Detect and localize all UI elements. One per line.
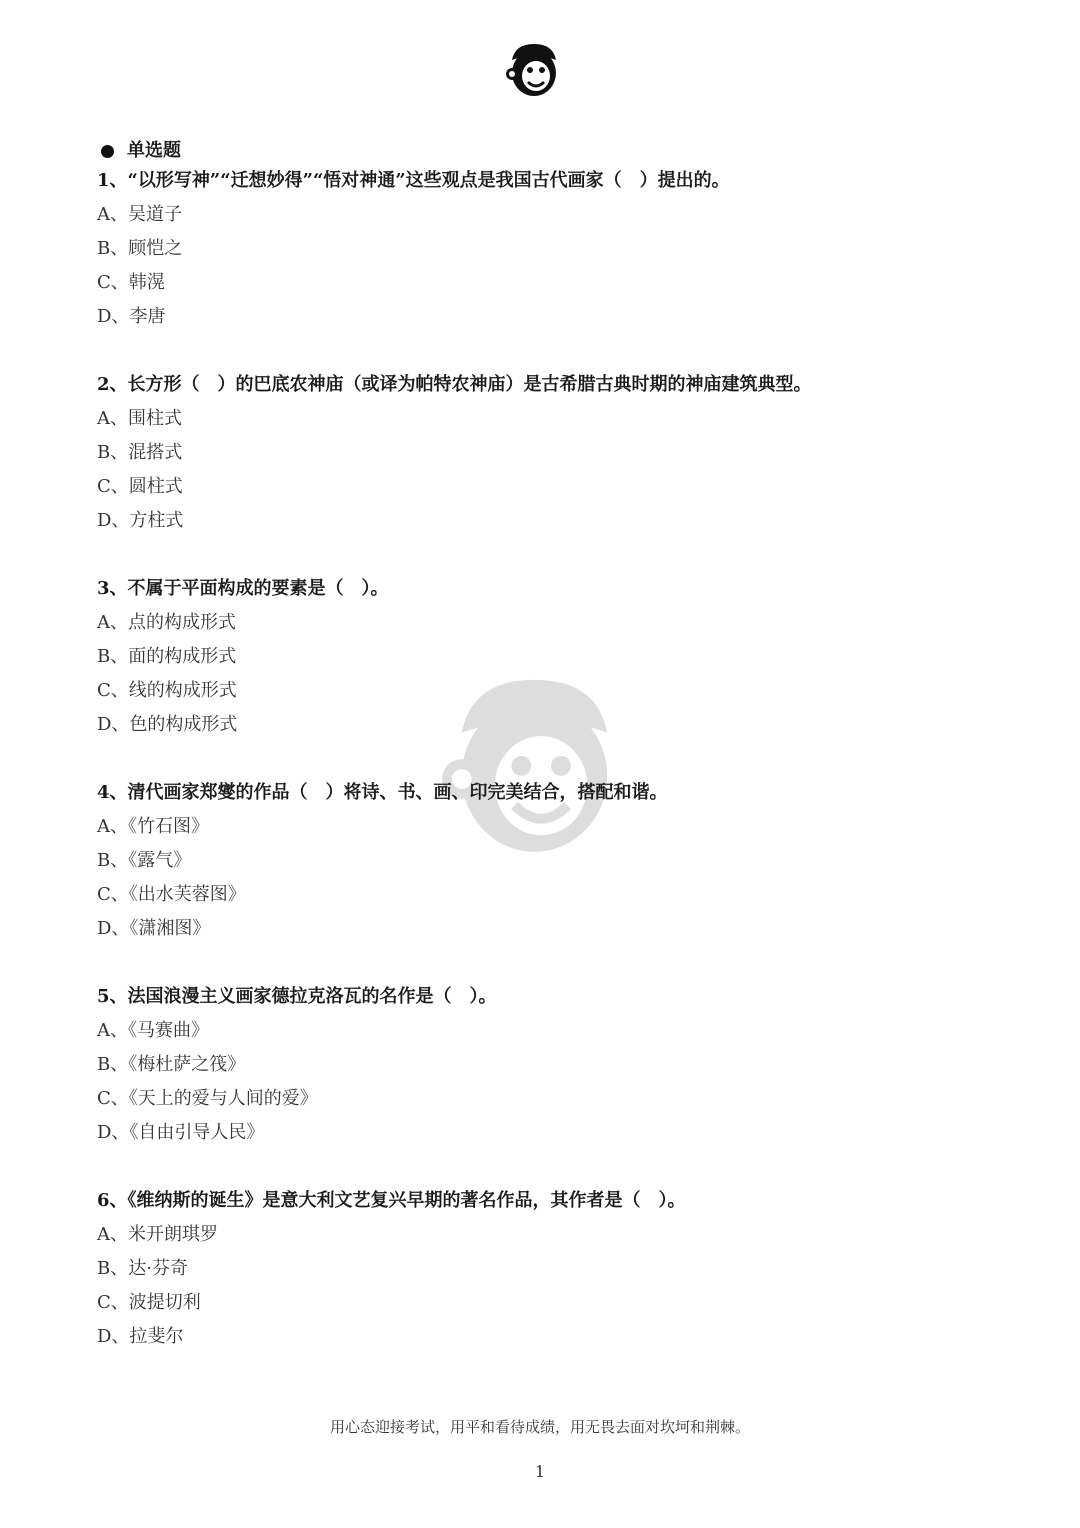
option-a: A、《竹石图》 <box>97 816 209 837</box>
option-c: C、《天上的爱与人间的爱》 <box>97 1088 318 1109</box>
option-b: B、顾恺之 <box>97 238 183 259</box>
question-stem: 6、《维纳斯的诞生》是意大利文艺复兴早期的著名作品，其作者是（ ）。 <box>97 1190 686 1211</box>
question-stem: 5、法国浪漫主义画家德拉克洛瓦的名作是（ ）。 <box>97 986 497 1007</box>
question-stem: 2、长方形（ ）的巴底农神庙（或译为帕特农神庙）是古希腊古典时期的神庙建筑典型。 <box>97 374 812 395</box>
section-heading <box>97 134 997 168</box>
page-number: 1 <box>534 1462 546 1481</box>
question-stem: 3、不属于平面构成的要素是（ ）。 <box>97 578 389 599</box>
option-d: D、《潇湘图》 <box>97 918 211 939</box>
option-a: A、围柱式 <box>97 408 182 429</box>
option-b: B、达·芬奇 <box>97 1258 188 1279</box>
question-5 <box>97 984 997 1154</box>
option-c: C、《出水芙蓉图》 <box>97 884 246 905</box>
option-d: D、色的构成形式 <box>97 714 238 735</box>
question-3 <box>97 576 997 746</box>
option-b: B、《露气》 <box>97 850 192 871</box>
question-list <box>97 134 997 1392</box>
question-1 <box>97 168 997 338</box>
option-c: C、波提切利 <box>97 1292 201 1313</box>
option-c: C、圆柱式 <box>97 476 183 497</box>
question-6 <box>97 1188 997 1358</box>
bullet-icon <box>101 145 114 158</box>
option-a: A、米开朗琪罗 <box>97 1224 218 1245</box>
option-a: A、吴道子 <box>97 204 182 225</box>
question-4 <box>97 780 997 950</box>
option-a: A、《马赛曲》 <box>97 1020 209 1041</box>
option-a: A、点的构成形式 <box>97 612 236 633</box>
option-d: D、李唐 <box>97 306 166 327</box>
option-c: C、韩滉 <box>97 272 165 293</box>
option-c: C、线的构成形式 <box>97 680 237 701</box>
option-d: D、方柱式 <box>97 510 184 531</box>
option-d: D、拉斐尔 <box>97 1326 184 1347</box>
footer-motto: 用心态迎接考试，用平和看待成绩，用无畏去面对坎坷和荆棘。 <box>329 1418 750 1436</box>
question-stem: 1、“以形写神”“迁想妙得”“悟对神通”这些观点是我国古代画家（ ）提出的。 <box>97 170 730 191</box>
option-b: B、面的构成形式 <box>97 646 237 667</box>
question-stem: 4、清代画家郑燮的作品（ ）将诗、书、画、印完美结合，搭配和谐。 <box>97 782 668 803</box>
option-b: B、混搭式 <box>97 442 183 463</box>
option-b: B、《梅杜萨之筏》 <box>97 1054 246 1075</box>
monkey-logo-icon <box>503 40 565 98</box>
option-d: D、《自由引导人民》 <box>97 1122 265 1143</box>
section-title: 单选题 <box>127 140 181 161</box>
question-2 <box>97 372 997 542</box>
